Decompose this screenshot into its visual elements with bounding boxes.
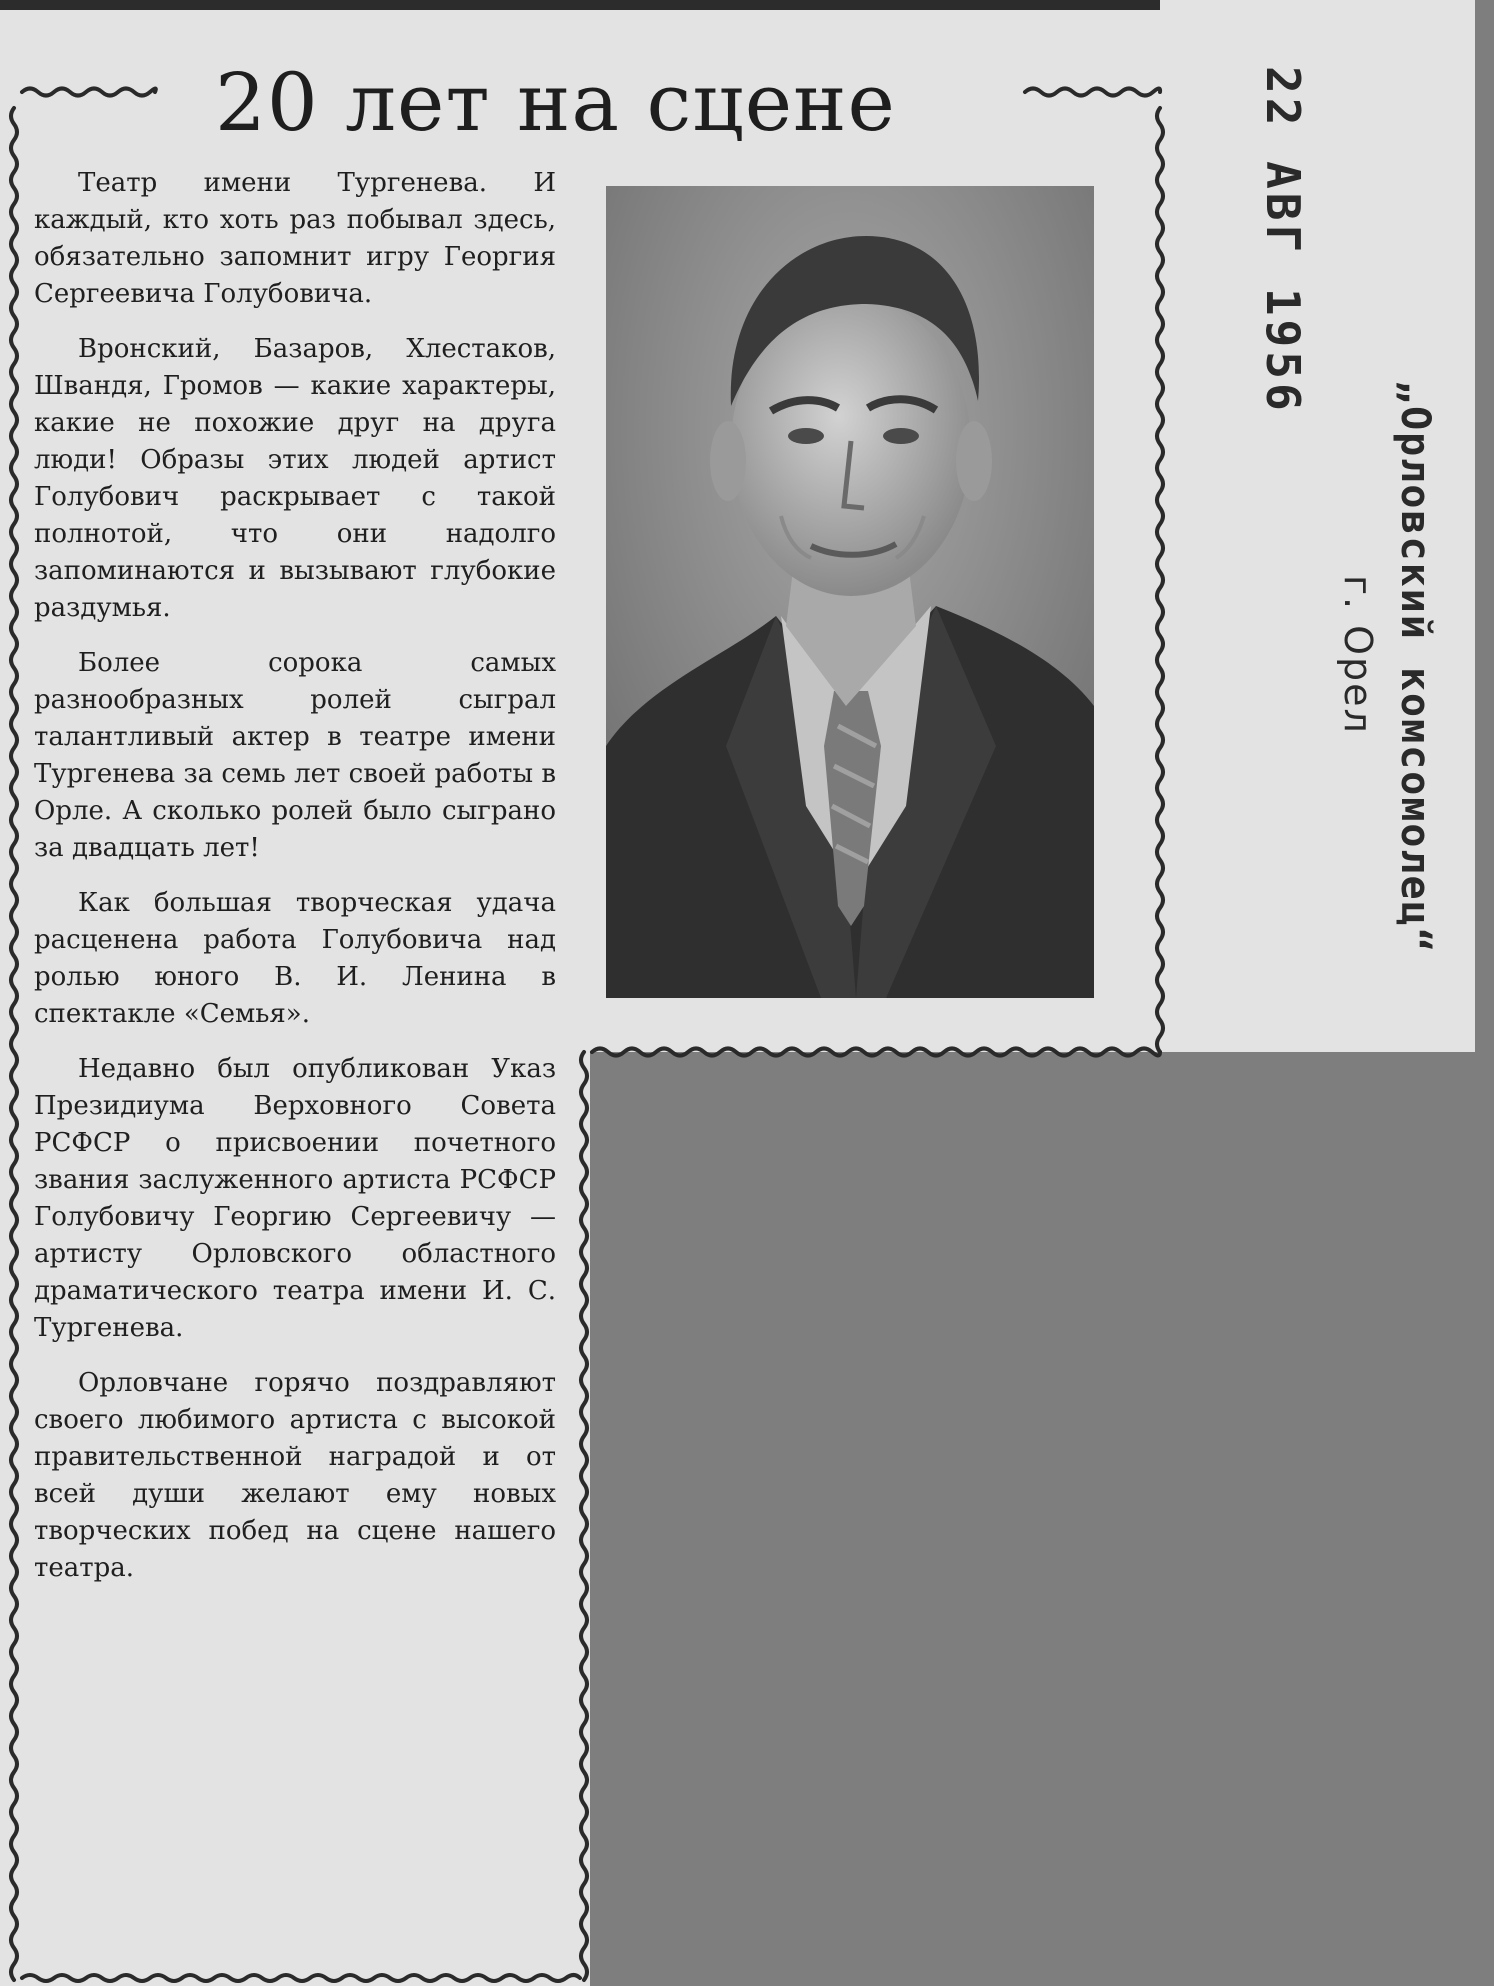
paragraph-4: Как большая творческая удача расценена работа Голубовича над ролью юного В. И. Ленина в спектакле «Семья». bbox=[34, 888, 556, 1029]
paragraph-6: Орловчане горячо поздравляют своего любимого артиста с высокой правительственной наградой и от всей души желают ему новых творческих побед на сцене нашего театра. bbox=[34, 1368, 556, 1583]
date-stamp: 22 АВГ 1956 bbox=[1256, 66, 1310, 415]
wavy-border-segment bbox=[592, 1049, 1160, 1056]
wavy-border-segment bbox=[1157, 108, 1163, 1052]
paragraph-3: Более сорока самых разнообразных ролей сыграл талантливый актер в театре имени Тургенева за семь лет своей работы в Орле. А сколько ролей было сыграно за двадцать лет! bbox=[34, 648, 556, 863]
newspaper-name: „Орловский комсомолец“ bbox=[1392, 380, 1438, 954]
paragraph-2: Вронский, Базаров, Хлестаков, Швандя, Громов — какие характеры, какие не похожие друг на друга люди! Образы этих людей артист Голубович раскрывает с такой полнотой, что они надолго запоминаются и вызывают глубокие раздумья. bbox=[34, 334, 556, 623]
wavy-border-segment bbox=[581, 1052, 587, 1980]
paragraph-1: Театр имени Тургенева. И каждый, кто хоть раз побывал здесь, обязательно запомнит игру Георгия Сергеевича Голубовича. bbox=[34, 168, 556, 309]
article-body bbox=[34, 165, 556, 1605]
city-name: г. Орел bbox=[1336, 575, 1380, 735]
wavy-border-segment bbox=[1025, 89, 1160, 96]
wavy-border-segment bbox=[22, 89, 156, 96]
portrait-photo bbox=[606, 186, 1094, 998]
headline: 20 лет на сцене bbox=[215, 56, 896, 149]
wavy-border-segment bbox=[11, 108, 17, 1980]
wavy-border-segment bbox=[22, 1975, 580, 1981]
portrait-illustration bbox=[606, 186, 1094, 998]
paragraph-5: Недавно был опубликован Указ Президиума Верховного Совета РСФСР о присвоении почетного звания заслуженного артиста РСФСР Голубовичу Георгию Сергеевичу — артисту Орловского областного драматического театра имени И. С. Тургенева. bbox=[34, 1054, 556, 1343]
